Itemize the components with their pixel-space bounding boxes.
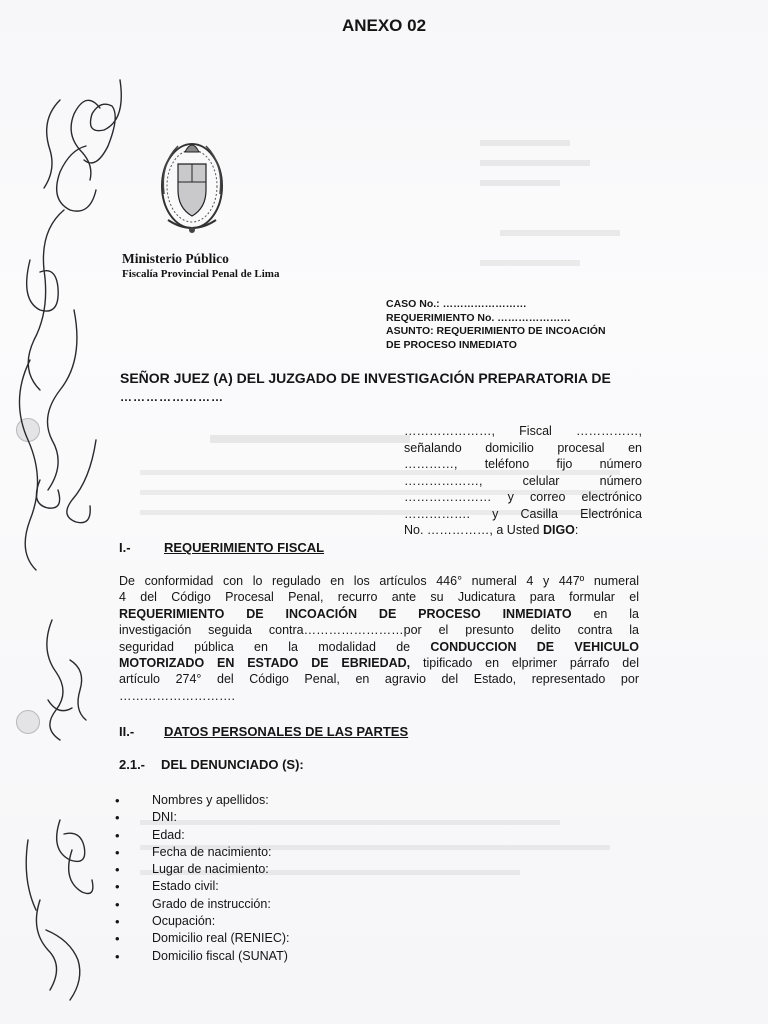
- bullet-icon: •: [115, 793, 120, 808]
- personal-data-list: [115, 792, 290, 965]
- institution-office: Fiscalía Provincial Penal de Lima: [122, 268, 280, 280]
- bullet-icon: •: [115, 879, 120, 895]
- bullet-icon: •: [115, 810, 120, 826]
- list-item: • Fecha de nacimiento:: [115, 844, 272, 860]
- section-title: REQUERIMIENTO FISCAL: [164, 540, 325, 555]
- bullet-icon: •: [115, 914, 120, 930]
- paragraph-line: seguridad pública en la modalidad de CONDUCCION DE VEHICULO: [119, 639, 639, 654]
- fiscal-line: ……………. y Casilla Electrónica: [404, 506, 642, 521]
- subject-line-2: DE PROCESO INMEDIATO: [386, 338, 517, 351]
- fiscal-line: ………………… y correo electrónico: [404, 490, 642, 504]
- section-number: II.-: [119, 724, 135, 739]
- section-1-heading: [119, 540, 324, 555]
- bullet-icon: •: [115, 844, 120, 860]
- section-title: DATOS PERSONALES DE LAS PARTES: [164, 724, 409, 739]
- annex-title: ANEXO 02: [341, 16, 427, 35]
- paragraph-line: MOTORIZADO EN ESTADO DE EBRIEDAD, tipificado en elprimer párrafo del: [119, 656, 639, 671]
- paragraph-line: investigación seguida contra……………………por el presunto delito contra la: [119, 623, 639, 638]
- requirement-number: REQUERIMIENTO No. …………………: [386, 311, 571, 324]
- bullet-icon: •: [115, 896, 120, 912]
- fiscal-line: señalando domicilio procesal en: [404, 440, 642, 455]
- subject-line-1: ASUNTO: REQUERIMIENTO DE INCOACIÓN: [386, 325, 606, 337]
- list-item: • Edad:: [115, 827, 185, 843]
- case-reference-block: [386, 298, 646, 352]
- list-item: • Domicilio real (RENIEC):: [115, 931, 290, 947]
- addressee-dots: ……………………: [120, 390, 224, 404]
- case-number: CASO No.: ……………………: [386, 298, 527, 310]
- fiscal-line: …………………, Fiscal ……………,: [404, 424, 642, 438]
- bullet-icon: •: [115, 827, 120, 843]
- addressee-heading: SEÑOR JUEZ (A) DEL JUZGADO DE INVESTIGACIÓN PREPARATORIA DE: [120, 370, 611, 386]
- list-item: • Lugar de nacimiento:: [115, 862, 269, 878]
- list-item: • Ocupación:: [115, 914, 216, 930]
- paragraph-line: artículo 274° del Código Penal, en agravio del Estado, representado por: [119, 672, 639, 687]
- handwritten-signatures: [0, 60, 140, 1024]
- section-2-heading: [119, 724, 408, 739]
- section-number: 2.1.-: [119, 757, 146, 772]
- section-2-1-heading: [119, 757, 304, 772]
- paragraph-line: ……………………….: [119, 688, 235, 703]
- fiscal-line-final: No. ……………, a Usted DIGO:: [404, 523, 579, 537]
- list-item: • DNI:: [115, 810, 177, 826]
- section-1-paragraph: [119, 573, 639, 704]
- list-item: • Nombres y apellidos:: [115, 793, 269, 808]
- fiscal-line: …………, teléfono fijo número: [404, 457, 642, 471]
- bullet-icon: •: [115, 931, 120, 947]
- paragraph-line: REQUERIMIENTO DE INCOACIÓN DE PROCESO INMEDIATO en la: [119, 606, 639, 621]
- section-title: DEL DENUNCIADO (S):: [161, 757, 304, 772]
- institution-name: Ministerio Público: [122, 251, 229, 266]
- bullet-icon: •: [115, 862, 120, 878]
- coat-of-arms-emblem: [152, 124, 236, 248]
- list-item: • Estado civil:: [115, 879, 219, 895]
- paragraph-line: 4 del Código Procesal Penal, recurro ante su Judicatura para formular el: [119, 590, 639, 605]
- section-number: I.-: [119, 540, 131, 555]
- list-item: • Domicilio fiscal (SUNAT): [115, 948, 288, 964]
- bullet-icon: •: [115, 948, 120, 964]
- fiscal-line: ………………, celular número: [404, 473, 642, 488]
- list-item: • Grado de instrucción:: [115, 896, 271, 912]
- prosecutor-identification-block: [404, 423, 642, 539]
- paragraph-line: De conformidad con lo regulado en los artículos 446° numeral 4 y 447º numeral: [119, 574, 639, 588]
